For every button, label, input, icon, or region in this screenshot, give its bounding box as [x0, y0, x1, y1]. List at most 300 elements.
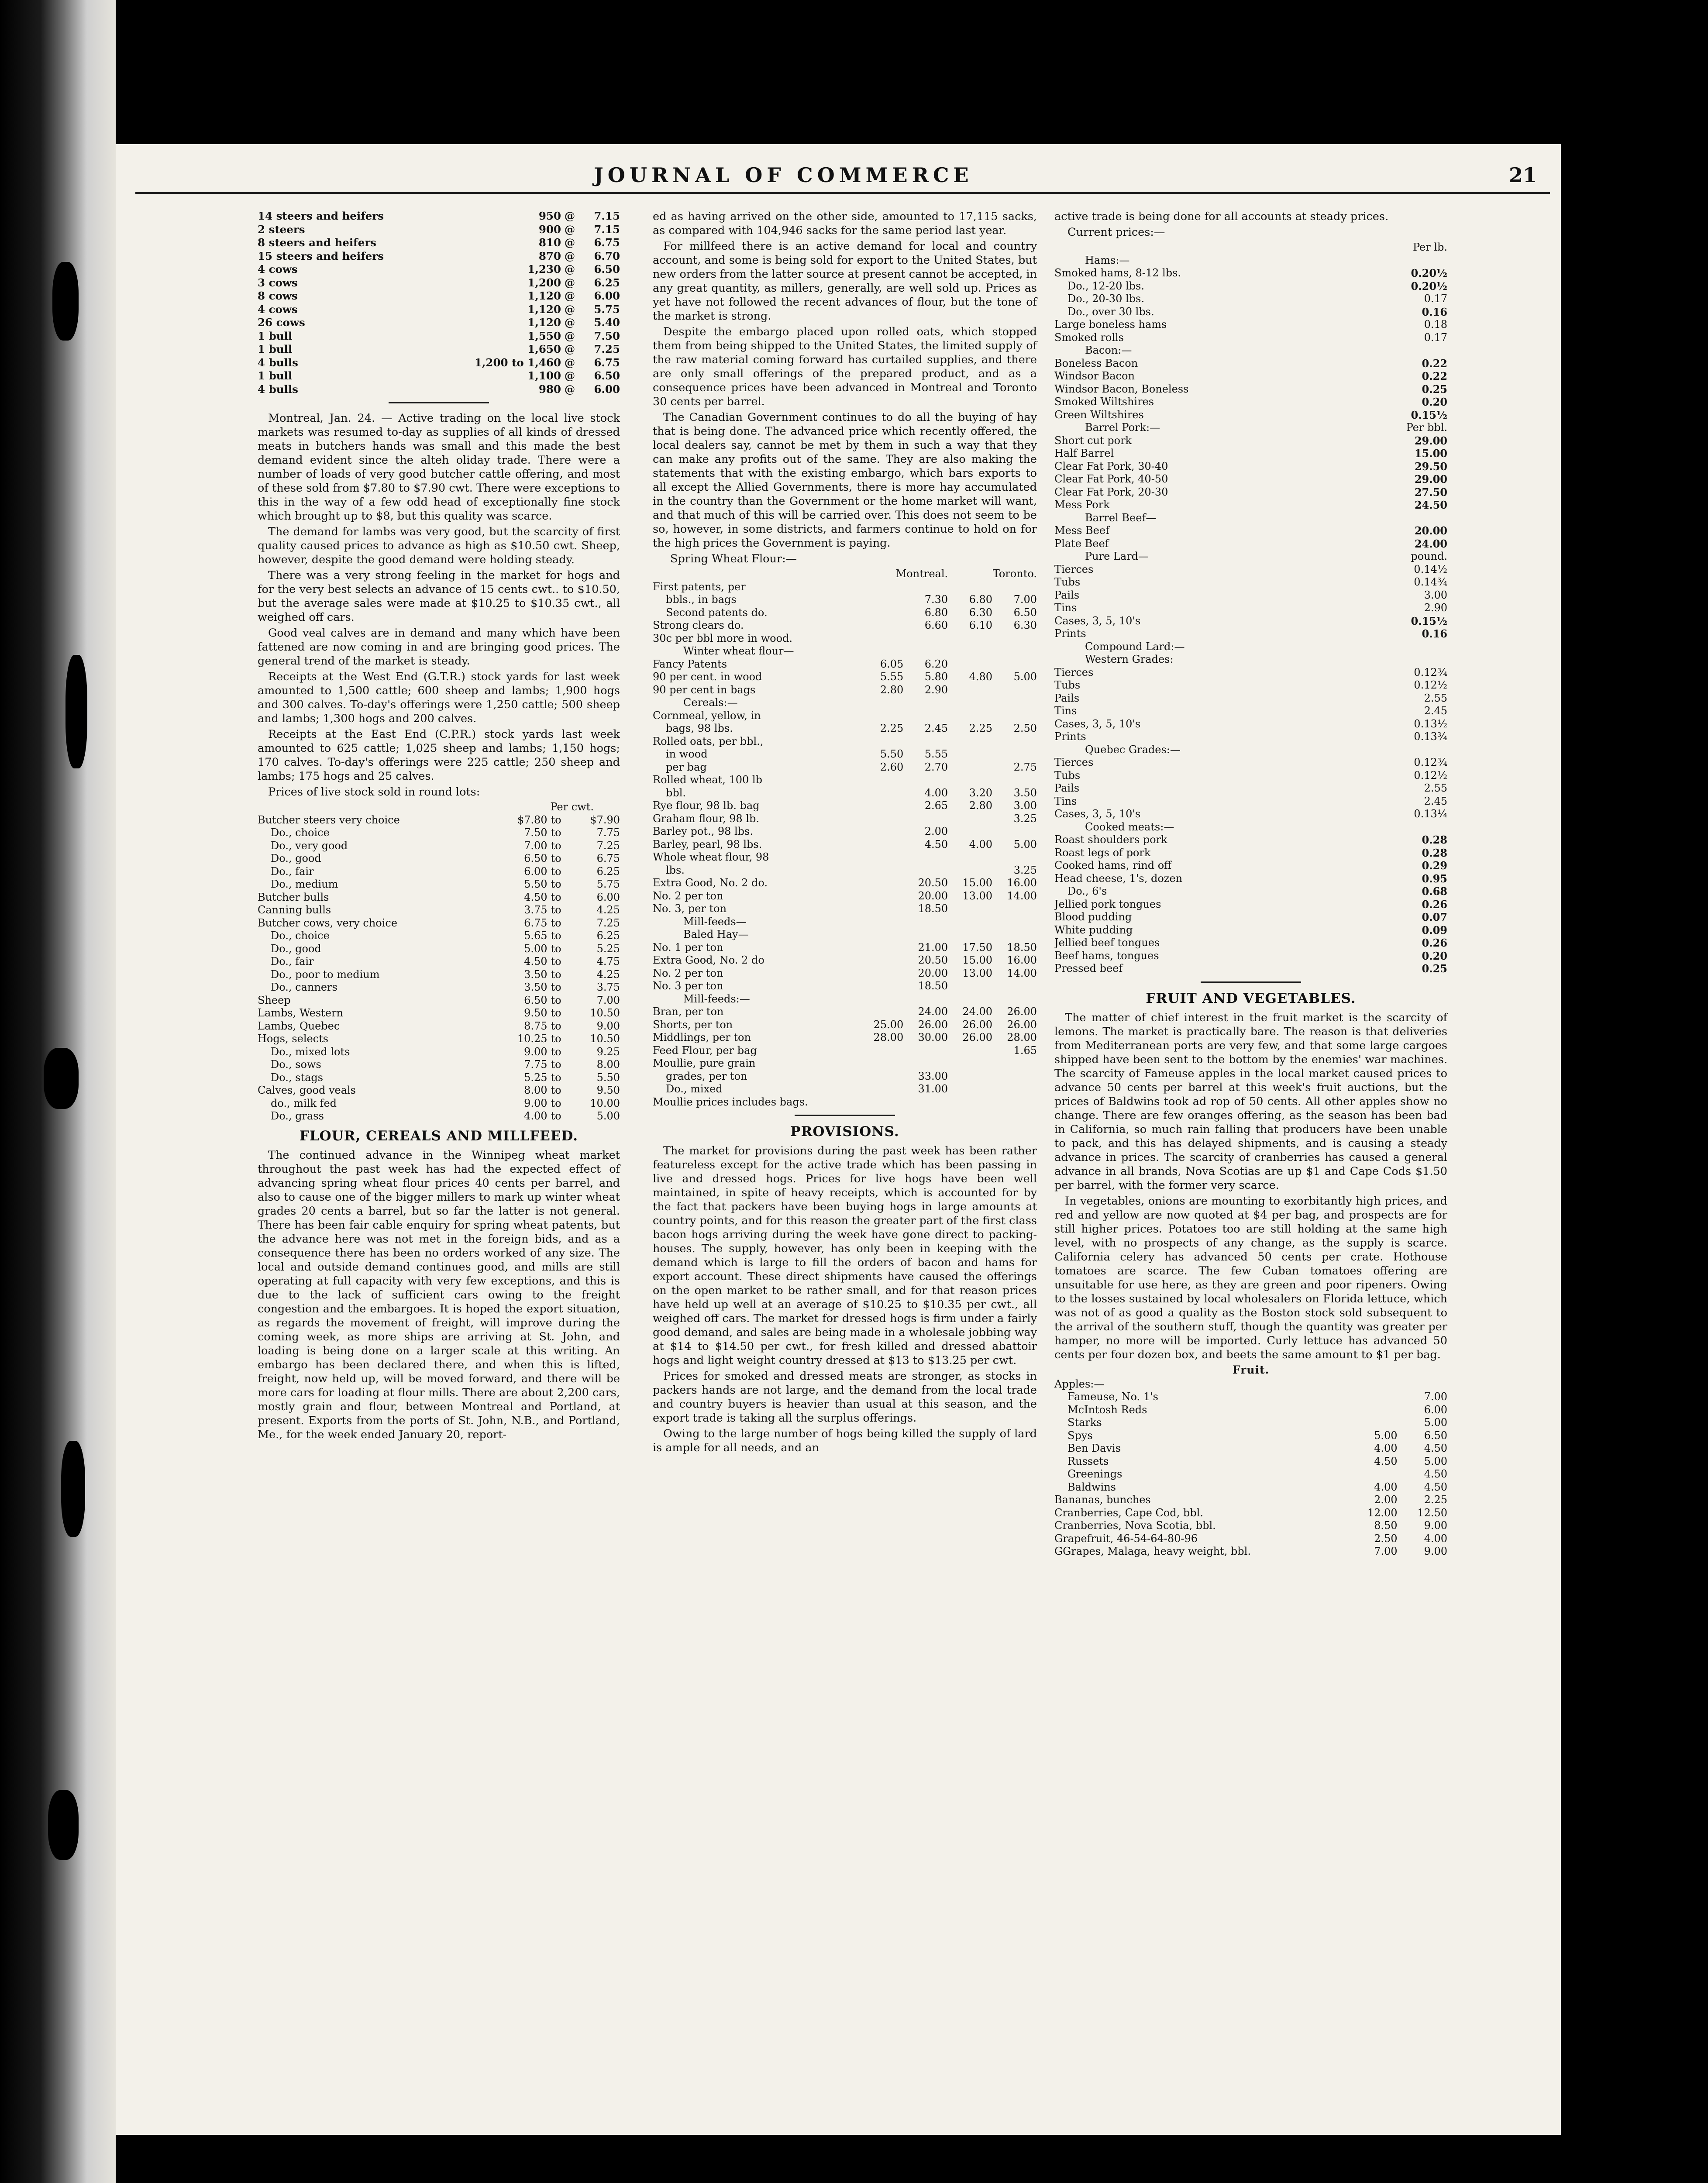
flour-label: Strong clears do.	[653, 619, 744, 631]
flour-price	[859, 941, 903, 954]
flour-price	[859, 980, 903, 993]
provision-label: Tierces	[1054, 563, 1094, 575]
provision-label: Blood pudding	[1054, 911, 1132, 923]
flour-price: 5.55	[880, 671, 904, 683]
flour-row	[653, 916, 1037, 929]
provision-row	[1054, 331, 1447, 344]
flour-price: 6.60	[924, 619, 948, 631]
provision-label: Tubs	[1054, 679, 1081, 691]
price-low: 5.50	[524, 878, 548, 890]
provision-row	[1054, 847, 1447, 860]
flour-price	[903, 813, 948, 826]
price-high: 4.75	[596, 955, 620, 968]
price-row	[258, 968, 620, 981]
provision-label: Clear Fat Pork, 40-50	[1054, 473, 1168, 485]
provision-label: Barrel Pork:—	[1085, 421, 1160, 434]
provision-price: 20.00	[1414, 524, 1447, 537]
price-low: 3.75	[524, 904, 548, 916]
flour-price	[903, 1044, 948, 1057]
to-word: to	[551, 981, 561, 993]
provision-row	[1054, 627, 1447, 640]
stock-sale-row	[258, 210, 620, 223]
flour-price	[859, 851, 903, 864]
provision-row	[1054, 911, 1447, 924]
spring-wheat-heading: Spring Wheat Flour:—	[670, 552, 797, 565]
flour-price	[992, 1070, 1037, 1083]
provision-row	[1054, 692, 1447, 705]
price-label: Do., fair	[271, 865, 314, 878]
flour-price	[948, 993, 992, 1006]
flour-price	[859, 916, 903, 929]
price-label: Do., good	[271, 942, 321, 955]
to-word: to	[551, 994, 561, 1006]
to-word: to	[551, 1007, 561, 1019]
flour-price: 26.00	[962, 1031, 993, 1043]
fruit-heading: FRUIT AND VEGETABLES.	[1146, 990, 1356, 1006]
fruit-label: Grapefruit, 46-54-64-80-96	[1054, 1532, 1198, 1545]
flour-row	[653, 1031, 1037, 1044]
provision-price: 0.18	[1424, 318, 1447, 331]
price-row	[258, 943, 620, 956]
flour-price	[859, 954, 903, 967]
provision-label: Clear Fat Pork, 30-40	[1054, 460, 1168, 472]
provision-label: Do., 12-20 lbs.	[1068, 279, 1144, 292]
provision-row	[1054, 653, 1447, 666]
flour-row	[653, 619, 1037, 632]
stock-sale-row	[258, 356, 620, 370]
stock-sale-row	[258, 236, 620, 250]
flour-price: 6.30	[1013, 619, 1037, 631]
flour-article: The continued advance in the Winnipeg wheat market throughout the past week has had the expected effect of advancing spring wheat flour prices 40 cents per barrel, and also to cause one of the bigger millers to mark up winter wheat grades 20 cents a barrel, but so far the latter is not general. There has been fair cable enquiry for spring wheat patents, but the advance here was not met in the foreign bids, and as a consequence there has been no orders worked of any size. The local and outside demand continues good, and mills are still operating at full capacity with very few exceptions, and this is due to the lack of sufficient cars owing to the freight congestion and the embargoes. It is hoped the export situation, as regards the movement of freight, will improve during the coming week, as more ships are arriving at St. John, and loading is being done on a larger scale at this writing. An embargo has been declared there, and when this is lifted, freight, now held up, will be moved forward, and there will be more cars for loading at flour mills. There are about 2,200 cars, mostly grain and flour, between Montreal and Portland, at present. Exports from the ports of St. John, N.B., and Portland, Me., for the week ended January 20, report-	[258, 1148, 620, 1441]
flour-label: Baled Hay—	[683, 928, 749, 940]
fruit-label: Russets	[1068, 1455, 1109, 1467]
flour-label: Fancy Patents	[653, 658, 727, 670]
provision-price: 0.68	[1422, 885, 1447, 898]
stock-label: 4 bulls	[258, 382, 298, 396]
flour-row	[653, 709, 1037, 723]
provision-row	[1054, 434, 1447, 448]
fruit-row	[1054, 1519, 1447, 1532]
stock-price: 6.50	[594, 263, 620, 275]
price-high: 9.25	[596, 1045, 620, 1058]
provision-row	[1054, 808, 1447, 821]
live-stock-report	[258, 411, 620, 799]
stock-label: 2 steers	[258, 223, 305, 236]
price-low: 4.00	[524, 1110, 548, 1122]
stock-weight: 1,120	[527, 316, 561, 329]
fruit-price-high: 6.00	[1424, 1403, 1447, 1416]
fruit-price-high: 5.00	[1424, 1455, 1447, 1467]
price-low: 10.25	[517, 1033, 548, 1045]
to-word: to	[551, 865, 561, 878]
flour-price: 4.80	[969, 671, 993, 683]
flour-price	[903, 1096, 948, 1109]
flour-price	[859, 787, 903, 800]
flour-price: 13.00	[962, 889, 993, 902]
stock-sale-row	[258, 289, 620, 303]
fruit-price-high: 4.00	[1424, 1532, 1447, 1545]
to-word: to	[551, 826, 561, 839]
at-sign: @	[564, 236, 575, 249]
flour-price: 6.30	[969, 606, 993, 619]
provision-row	[1054, 512, 1447, 525]
price-low: 7.75	[524, 1058, 548, 1071]
flour-price	[859, 735, 903, 748]
flour-price	[859, 1096, 903, 1109]
flour-row	[653, 890, 1037, 903]
flour-price: 31.00	[918, 1083, 948, 1095]
flour-price	[948, 645, 992, 658]
flour-price: 21.00	[918, 941, 948, 954]
provision-price	[1349, 653, 1447, 666]
price-low: 3.50	[524, 981, 548, 993]
provision-label: Windsor Bacon	[1054, 370, 1135, 382]
to-word: to	[551, 968, 561, 981]
flour-price	[859, 825, 903, 838]
price-label: Do., very good	[271, 839, 348, 852]
provision-row	[1054, 576, 1447, 589]
stock-weight: 1,200 to 1,460	[474, 356, 561, 369]
flour-price	[859, 877, 903, 890]
stock-weight: 1,200	[527, 276, 561, 289]
flour-price	[859, 928, 903, 941]
flour-label: Moullie prices includes bags.	[653, 1095, 808, 1108]
to-word: to	[551, 1019, 561, 1032]
flour-price	[859, 774, 903, 787]
provision-price: 0.07	[1422, 911, 1447, 923]
flour-row	[653, 671, 1037, 684]
provision-label: Compound Lard:—	[1085, 640, 1185, 653]
flour-price: 2.45	[924, 722, 948, 734]
provision-row	[1054, 602, 1447, 615]
price-label: Calves, good veals	[258, 1084, 356, 1096]
price-high: 9.00	[596, 1019, 620, 1032]
flour-price: 26.00	[962, 1018, 993, 1031]
flour-price: 20.00	[918, 967, 948, 979]
price-high: 3.75	[596, 981, 620, 993]
at-sign: @	[564, 210, 575, 222]
fruit-price-low: 2.00	[1374, 1494, 1398, 1506]
flour-label: Cereals:—	[683, 696, 738, 709]
stock-price: 6.25	[594, 276, 620, 289]
at-sign: @	[564, 263, 575, 275]
stock-weight: 1,230	[527, 263, 561, 275]
flour-price	[859, 606, 903, 620]
provision-row	[1054, 744, 1447, 757]
flour-price: 2.80	[880, 683, 904, 696]
flour-price: 20.50	[918, 877, 948, 889]
fruit-row	[1054, 1404, 1447, 1417]
to-word: to	[551, 904, 561, 916]
fruit-price-low	[1347, 1468, 1397, 1481]
flour-price	[992, 645, 1037, 658]
provision-price: 0.20½	[1411, 279, 1447, 293]
left-column	[258, 210, 620, 1443]
article-paragraph: Receipts at the West End (G.T.R.) stock yards for last week amounted to 1,500 cattle; 600 sheep and lambs; 1,900 hogs and 300 calves. To-day's offerings were 1,250 cattle; 500 sheep and lambs; 1,300 hogs and 200 calves.	[258, 670, 620, 725]
stock-label: 14 steers and heifers	[258, 210, 384, 222]
fruit-label: GGrapes, Malaga, heavy weight, bbl.	[1054, 1545, 1251, 1557]
flour-label: lbs.	[666, 864, 685, 876]
flour-price	[859, 799, 903, 813]
price-low: 5.65	[524, 930, 548, 942]
provision-label: Clear Fat Pork, 20-30	[1054, 485, 1168, 498]
flour-price: 3.25	[1013, 864, 1037, 876]
to-word: to	[551, 1084, 561, 1096]
flour-row	[653, 1005, 1037, 1019]
price-label: Lambs, Western	[258, 1007, 343, 1019]
prices-intro: Prices of live stock sold in round lots:	[268, 785, 480, 799]
flour-price	[992, 851, 1037, 864]
provision-label: Bacon:—	[1085, 344, 1132, 356]
price-row	[258, 930, 620, 943]
flour-row	[653, 1070, 1037, 1083]
torn-page-edge	[0, 0, 116, 2183]
article-paragraph: The market for provisions during the past week has been rather featureless except for the active trade which has been passing in live and dressed hogs. Prices for live hogs have been well maintained, in spite of heavy receipts, which is accounted for by the fact that packers have been buying hogs in large amounts at country points, and for this reason the greater part of the first class bacon hogs arriving during the week have gone direct to packing-houses. The supply, however, has only been in keeping with the demand which is large to fill the orders of bacon and hams for export account. These direct shipments have caused the offerings on the open market to be rather small, and for that reason prices have held up well at an average of $10.25 to $10.35 per cwt., all weighed off cars. The market for dressed hogs is firm under a fairly good demand, and sales are being made in a wholesale jobbing way at $14 to $14.50 per cwt., for fresh killed and dressed abattoir hogs and light weight country dressed at $13 to $13.25 per cwt.	[653, 1144, 1037, 1367]
provision-price	[1349, 512, 1447, 525]
fruit-label: Greenings	[1068, 1468, 1123, 1480]
fruit-row	[1054, 1378, 1447, 1391]
fruit-price-high: 12.50	[1417, 1506, 1447, 1519]
flour-row	[653, 980, 1037, 993]
flour-price: 5.50	[880, 748, 904, 760]
flour-label: Do., mixed	[666, 1083, 723, 1095]
fruit-price-high: 4.50	[1424, 1442, 1447, 1454]
flour-row	[653, 1096, 1037, 1109]
provision-label: Pails	[1054, 692, 1080, 704]
stock-weight: 1,120	[527, 303, 561, 316]
fruit-price-low: 7.00	[1374, 1545, 1398, 1557]
provision-price: 0.95	[1422, 872, 1447, 885]
price-row	[258, 1046, 620, 1059]
stock-price: 6.00	[594, 289, 620, 302]
price-low: 6.00	[524, 865, 548, 878]
price-low: 9.50	[524, 1007, 548, 1019]
to-word: to	[551, 916, 561, 929]
flour-row	[653, 851, 1037, 864]
to-word: to	[551, 1097, 561, 1109]
fruit-row	[1054, 1468, 1447, 1481]
provision-row	[1054, 293, 1447, 306]
stock-weight: 980	[538, 382, 561, 396]
flour-price	[992, 916, 1037, 929]
flour-price	[859, 864, 903, 877]
to-word: to	[551, 839, 561, 852]
flour-price	[992, 825, 1037, 838]
flour-price	[992, 632, 1037, 645]
flour-price: 14.00	[1007, 967, 1037, 979]
flour-price: 7.00	[1013, 593, 1037, 606]
price-high: 8.00	[596, 1058, 620, 1071]
article-paragraph: For millfeed there is an active demand for local and country account, and some is being sold for export to the United States, but new orders from the latter source at present cannot be accepted, in any great quantity, as millers, generally, are well sold up. Prices as yet have not followed the recent advances of flour, but the tone of the market is strong.	[653, 240, 1037, 323]
provision-label: Half Barrel	[1054, 447, 1114, 459]
flour-label: bags, 98 lbs.	[666, 722, 733, 734]
stock-sale-row	[258, 303, 620, 317]
flour-price: 33.00	[918, 1070, 948, 1082]
provision-label: Barrel Beef—	[1085, 511, 1157, 524]
price-high: 6.75	[596, 852, 620, 864]
provision-price: 29.50	[1414, 460, 1447, 473]
flour-price	[948, 851, 992, 864]
provision-row	[1054, 344, 1447, 357]
flour-price: 2.50	[1013, 722, 1037, 734]
price-row	[258, 994, 620, 1007]
article-paragraph: Owing to the large number of hogs being killed the supply of lard is ample for all needs, and an	[653, 1427, 1037, 1454]
flour-price: 6.80	[924, 606, 948, 619]
fruit-price-low: 5.00	[1374, 1429, 1398, 1442]
flour-price	[948, 825, 992, 838]
provision-row	[1054, 950, 1447, 963]
stock-sale-row	[258, 369, 620, 383]
provisions-continued: active trade is being done for all accounts at steady prices.	[1054, 210, 1389, 223]
provision-price: 0.20	[1422, 949, 1447, 962]
flour-row	[653, 593, 1037, 606]
provision-price	[1349, 744, 1447, 757]
provision-label: Cooked hams, rind off	[1054, 859, 1172, 871]
provision-label: Do., 20-30 lbs.	[1068, 293, 1144, 305]
flour-label: No. 2 per ton	[653, 889, 723, 902]
fruit-row	[1054, 1455, 1447, 1468]
flour-row	[653, 787, 1037, 800]
provision-label: Tins	[1054, 602, 1077, 614]
stock-label: 8 steers and heifers	[258, 236, 376, 249]
flour-price: 25.00	[873, 1018, 904, 1031]
provision-row	[1054, 859, 1447, 872]
fruit-price-low: 4.50	[1374, 1455, 1398, 1467]
stock-sale-row	[258, 343, 620, 356]
price-row	[258, 865, 620, 878]
flour-price	[948, 1083, 992, 1096]
flour-price: 2.70	[924, 761, 948, 773]
provision-label: Pressed beef	[1054, 962, 1123, 974]
flour-label: Second patents do.	[666, 606, 768, 619]
flour-price	[948, 1070, 992, 1083]
fruit-price-low	[1347, 1416, 1397, 1429]
flour-price	[992, 709, 1037, 723]
fruit-subheading: Fruit.	[1232, 1363, 1270, 1376]
flour-price	[903, 735, 948, 748]
flour-price: 3.50	[1013, 786, 1037, 799]
flour-label: No. 2 per ton	[653, 967, 723, 979]
price-row	[258, 840, 620, 853]
unit-heading: Per bbl.	[1406, 421, 1447, 434]
at-sign: @	[564, 276, 575, 289]
flour-heading: FLOUR, CEREALS AND MILLFEED.	[299, 1128, 579, 1144]
provision-label: Cooked meats:—	[1085, 820, 1174, 833]
provision-label: Tubs	[1054, 769, 1081, 782]
flour-price	[859, 993, 903, 1006]
stock-label: 3 cows	[258, 276, 298, 289]
price-label: Hogs, selects	[258, 1033, 329, 1045]
flour-row	[653, 993, 1037, 1006]
provision-row	[1054, 370, 1447, 383]
provision-price: 0.12½	[1414, 679, 1447, 691]
flour-price	[948, 980, 992, 993]
price-high: 5.00	[596, 1110, 620, 1122]
flour-price	[859, 619, 903, 632]
flour-label: Shorts, per ton	[653, 1018, 733, 1031]
flour-price: 26.00	[1007, 1005, 1037, 1018]
flour-price	[948, 916, 992, 929]
to-word: to	[551, 1033, 561, 1045]
provision-price: 2.90	[1424, 602, 1447, 614]
article-paragraph: In vegetables, onions are mounting to exorbitantly high prices, and red and yellow are now quoted at $4 per bag, and prospects are for still higher prices. Potatoes too are still holding at the same high level, with no prospects of any change, as the supply is scarce. California celery has advanced 50 cents per crate. Hothouse tomatoes are scarce. The few Cuban tomatoes offering are unsuitable for use here, as they are green and poor ripeners. Owing to the losses sustained by local wholesalers on Florida lettuce, which was not of as good a quality as the Boston stock sold subsequent to the arrival of the southern stuff, though the quantity was greater per hamper, no more will be imported. Curly lettuce has advanced 50 cents per four dozen box, and beets the same amount to $1 per bag.	[1054, 1194, 1447, 1361]
provision-price: 0.29	[1422, 859, 1447, 872]
flour-label: Feed Flour, per bag	[653, 1044, 757, 1057]
price-row	[258, 917, 620, 930]
provision-row	[1054, 383, 1447, 396]
price-high: 7.75	[596, 826, 620, 839]
fruit-price-low: 2.50	[1374, 1532, 1398, 1545]
provision-price: 0.28	[1422, 846, 1447, 859]
flour-price: 30.00	[918, 1031, 948, 1043]
stock-label: 26 cows	[258, 316, 305, 329]
flour-row	[653, 1057, 1037, 1070]
fruit-price-high: 7.00	[1424, 1391, 1447, 1403]
price-label: Sheep	[258, 994, 291, 1006]
flour-label: Graham flour, 98 lb.	[653, 812, 759, 825]
flour-price: 6.05	[880, 658, 904, 670]
fruit-price-high	[1398, 1378, 1447, 1391]
flour-price	[992, 658, 1037, 671]
flour-price	[992, 581, 1037, 594]
flour-price: 15.00	[962, 877, 993, 889]
fruit-label: Apples:—	[1054, 1377, 1105, 1390]
provision-label: Roast shoulders pork	[1054, 833, 1167, 846]
fruit-price-high: 9.00	[1424, 1519, 1447, 1532]
stock-sale-row	[258, 276, 620, 290]
price-label: Do., mixed lots	[271, 1045, 350, 1058]
flour-price	[948, 902, 992, 916]
flour-price	[859, 593, 903, 606]
provision-price: 0.16	[1422, 305, 1447, 318]
publication-title: JOURNAL OF COMMERCE	[594, 163, 973, 187]
provision-row	[1054, 409, 1447, 422]
price-low: 7.50	[524, 826, 548, 839]
section-divider	[389, 402, 489, 403]
to-word: to	[551, 891, 561, 903]
flour-price: 2.80	[969, 799, 993, 812]
flour-label: First patents, per	[653, 580, 746, 593]
page-number: 21	[1508, 163, 1537, 187]
price-row	[258, 955, 620, 968]
provision-price: 2.45	[1424, 795, 1447, 807]
flour-price	[948, 709, 992, 723]
provision-row	[1054, 254, 1447, 267]
provision-price: 0.12½	[1414, 769, 1447, 782]
price-label: Do., poor to medium	[271, 968, 380, 981]
provision-label: White pudding	[1054, 923, 1133, 936]
flour-label: Rolled wheat, 100 lb	[653, 774, 762, 786]
provision-price: 24.00	[1414, 537, 1447, 550]
fruit-price-high: 4.50	[1424, 1481, 1447, 1493]
provision-row	[1054, 306, 1447, 319]
flour-row	[653, 632, 1037, 645]
provision-row	[1054, 679, 1447, 692]
flour-label: 90 per cent. in wood	[653, 671, 762, 683]
price-label: Do., medium	[271, 878, 338, 890]
provision-label: Plate Beef	[1054, 537, 1109, 550]
flour-label: Mill-feeds:—	[683, 992, 750, 1005]
provision-row	[1054, 615, 1447, 628]
to-word: to	[551, 930, 561, 942]
flour-row	[653, 902, 1037, 916]
provision-row	[1054, 550, 1447, 563]
article-paragraph: There was a very strong feeling in the market for hogs and for the very best selects an advance of 15 cents cwt.. to $10.50, but the average sales were made at $10.25 to $10.35 cwt., all weighed off cars.	[258, 569, 620, 624]
provision-label: Tins	[1054, 705, 1077, 717]
flour-price	[992, 1096, 1037, 1109]
article-paragraph: Prices for smoked and dressed meats are stronger, as stocks in packers hands are not large, and the demand from the local trade and country buyers is heavier than usual at this season, and the export trade is taking all the surplus offerings.	[653, 1370, 1037, 1425]
price-low: 9.00	[524, 1097, 548, 1109]
